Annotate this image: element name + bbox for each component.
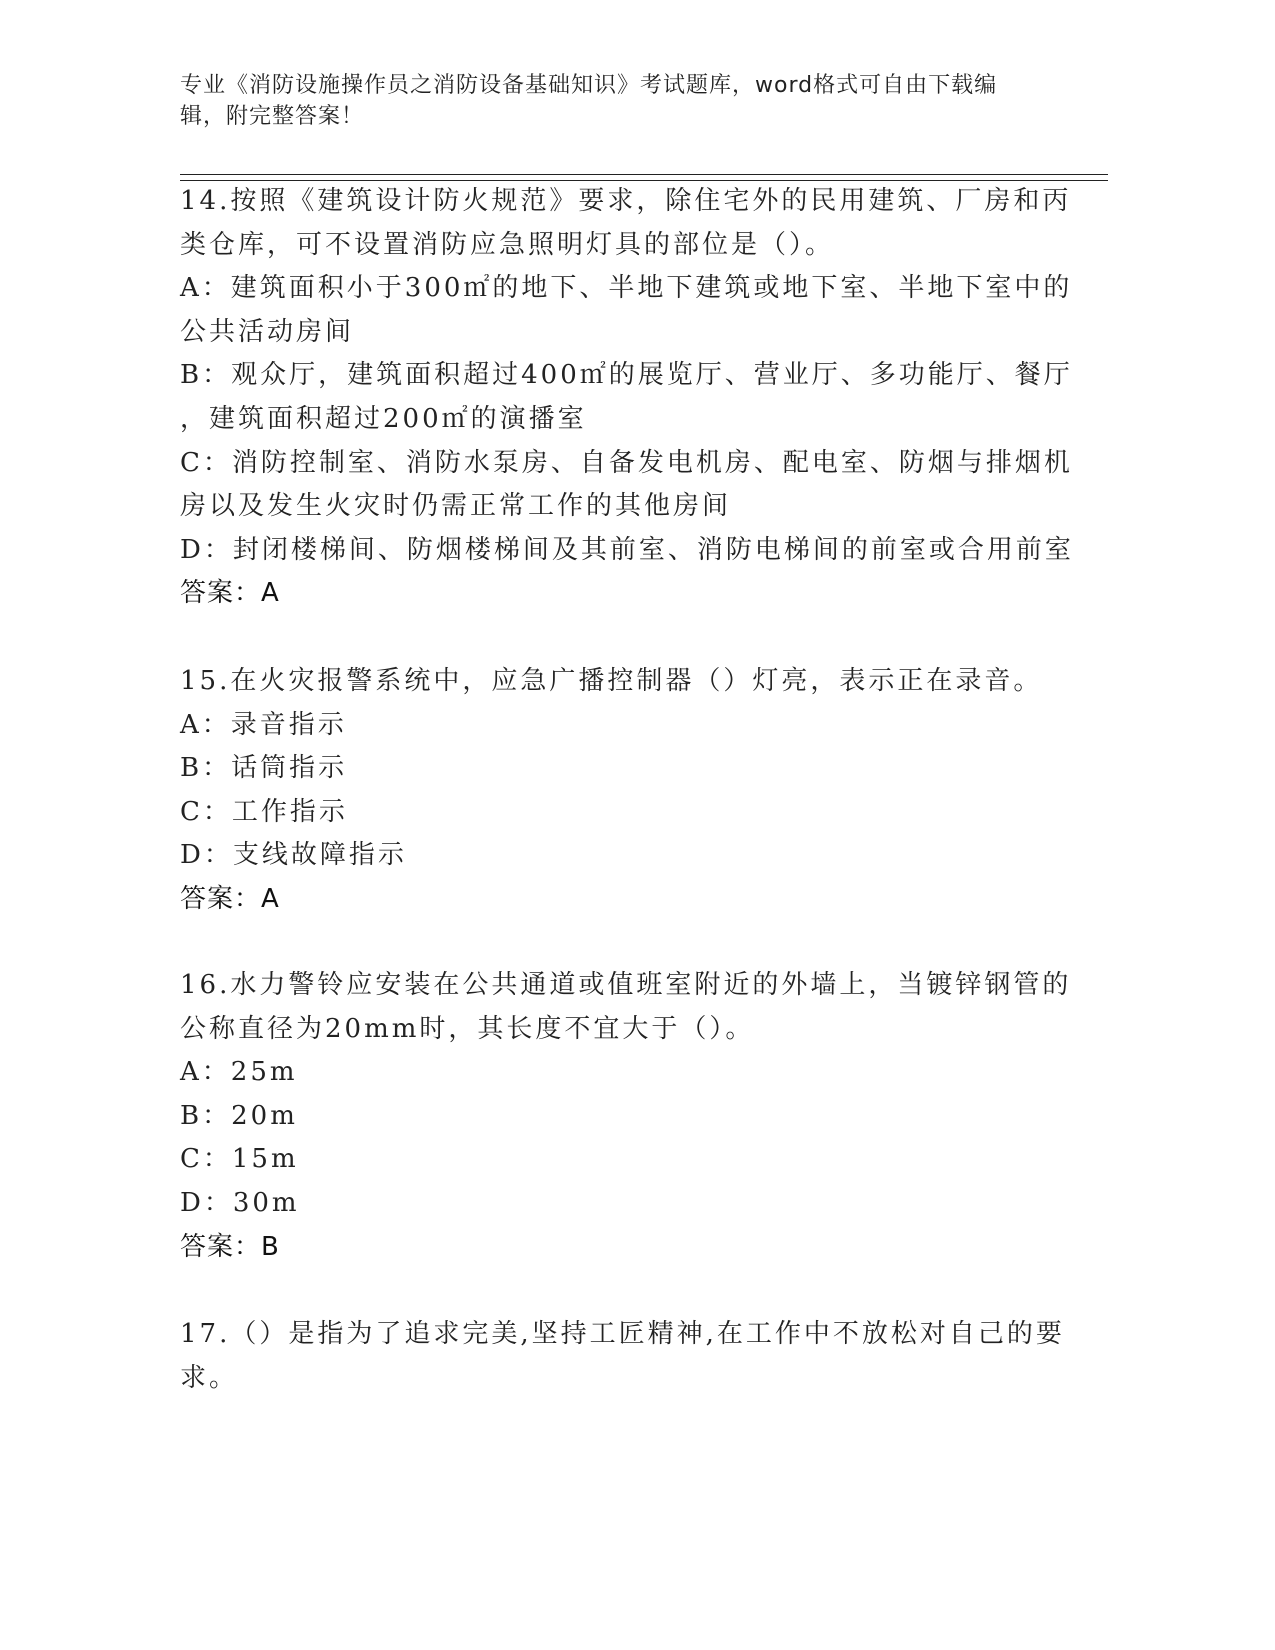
answer-label: 答案：B <box>180 1231 280 1262</box>
option-c-line: 房以及发生火灾时仍需正常工作的其他房间 <box>180 491 732 522</box>
question-15 <box>180 660 1043 922</box>
option-b-line: B：观众厅，建筑面积超过400㎡的展览厅、营业厅、多功能厅、餐厅 <box>180 360 1073 391</box>
question-stem-line: 求。 <box>180 1362 239 1393</box>
header-line-2: 辑，附完整答案！ <box>180 104 365 129</box>
question-16 <box>180 964 1072 1269</box>
question-stem-line: 17.（）是指为了追求完美,坚持工匠精神,在工作中不放松对自己的要 <box>180 1319 1065 1349</box>
option-d-line: D：封闭楼梯间、防烟楼梯间及其前室、消防电梯间的前室或合用前室 <box>180 534 1074 565</box>
option-a-line: A：建筑面积小于300㎡的地下、半地下建筑或地下室、半地下室中的 <box>180 273 1073 304</box>
question-stem-line: 16.水力警铃应安装在公共通道或值班室附近的外墙上，当镀锌钢管的 <box>180 970 1072 1000</box>
option-c-line: C：15m <box>180 1144 299 1175</box>
question-14 <box>180 180 1074 616</box>
option-b-line: B：话筒指示 <box>180 753 348 784</box>
option-c-line: C：工作指示 <box>180 796 348 827</box>
question-stem-line: 15.在火灾报警系统中，应急广播控制器（）灯亮，表示正在录音。 <box>180 666 1043 696</box>
answer-label: 答案：A <box>180 578 280 609</box>
option-d-line: D：支线故障指示 <box>180 840 407 871</box>
option-a-line: A：录音指示 <box>180 709 347 740</box>
document-header <box>180 70 1040 132</box>
question-stem-line: 14.按照《建筑设计防火规范》要求，除住宅外的民用建筑、厂房和丙 <box>180 186 1072 216</box>
option-c-line: C：消防控制室、消防水泵房、自备发电机房、配电室、防烟与排烟机 <box>180 447 1073 478</box>
option-d-line: D：30m <box>180 1187 300 1218</box>
header-line-1: 专业《消防设施操作员之消防设备基础知识》考试题库，word格式可自由下载编 <box>180 73 998 98</box>
question-17 <box>180 1313 1065 1400</box>
question-stem-line: 类仓库，可不设置消防应急照明灯具的部位是（）。 <box>180 229 835 260</box>
question-stem-line: 公称直径为20mm时，其长度不宜大于（）。 <box>180 1013 755 1044</box>
option-b-line: B：20m <box>180 1100 298 1131</box>
option-a-line: A：25m <box>180 1057 298 1088</box>
header-rule-top <box>180 174 1108 175</box>
answer-label: 答案：A <box>180 883 280 914</box>
option-b-line: ，建筑面积超过200㎡的演播室 <box>180 403 587 434</box>
option-a-line: 公共活动房间 <box>180 316 355 347</box>
